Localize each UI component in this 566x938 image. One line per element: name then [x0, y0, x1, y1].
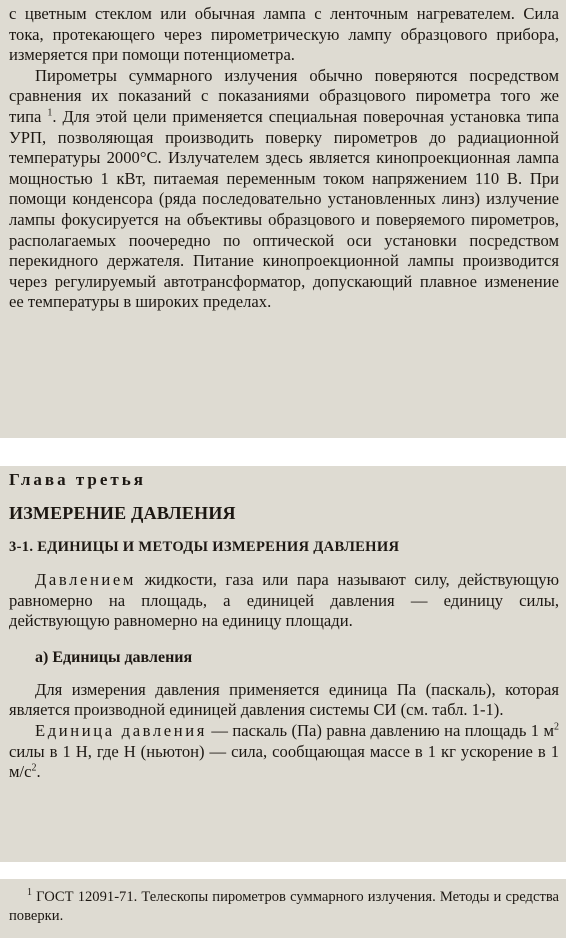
paragraph-total-radiation-pyrometers — [9, 66, 559, 313]
footnote-block — [0, 879, 566, 938]
footnote-text: ГОСТ 12091-71. Телескопы пирометров суммарного излучения. Методы и средства поверки. — [9, 889, 559, 924]
superscript-square: 2 — [554, 721, 559, 733]
chapter-title: ИЗМЕРЕНИЕ ДАВЛЕНИЯ — [9, 503, 236, 523]
subsection-title: а) Единицы давления — [35, 648, 193, 666]
para1-rest: жидкости, газа или пара называют силу, действующую равномерно на площадь, а единицей давления — единицу силы, действующую равномерно на единицу площади. — [9, 570, 559, 631]
term-pressure: Давлением — [35, 570, 136, 589]
para3-part-a: — паскаль (Па) равна давлению на площадь 1 м — [206, 720, 554, 740]
footnote-ref-marker: 1 — [47, 107, 53, 119]
superscript-square-2: 2 — [31, 762, 37, 774]
chapter-content — [9, 470, 559, 783]
top-paragraphs — [9, 4, 559, 313]
footnote — [9, 888, 559, 926]
para3-part-b: силы в 1 Н, где Н (ньютон) — сила, сообщающая массе в 1 кг ускорение в 1 м/с — [9, 741, 559, 782]
paragraph-pascal-definition — [9, 721, 559, 783]
paragraph-lamp-current: с цветным стеклом или обычная лампа с ленточным нагревателем. Сила тока, протекающего через пирометрическую лампу образцового прибора, измеряется при помощи потенциометра. — [9, 4, 559, 65]
footnote-marker: 1 — [27, 887, 32, 899]
term-pressure-unit: Единица давления — [35, 720, 207, 740]
para2-text-before: Пирометры суммарного излучения обычно поверяются посредством сравнения их показаний с показаниями образцового пирометра того же типа — [9, 65, 559, 126]
top-text-block — [0, 0, 566, 438]
section-title: 3-1. ЕДИНИЦЫ И МЕТОДЫ ИЗМЕРЕНИЯ ДАВЛЕНИЯ — [9, 539, 400, 555]
paragraph-pascal-unit: Для измерения давления применяется единица Па (паскаль), которая является производной единицей давления системы СИ (см. табл. 1-1). — [9, 679, 559, 720]
para2-text-after: . Для этой цели применяется специальная поверочная установка типа УРП, позволяющая производить поверку пирометров до радиационной температуры 2000°С. Излучателем здесь является кинопроекционная лампа мощностью 1 кВт, питаемая переменным током напряжением 110 В. При помощи конденсора (ряда последовательно установленных линз) излучение лампы фокусируется на объективы образцового и поверяемого пирометров, располагаемых поочередно по оптической оси установки посредством перекидного держателя. Питание кинопроекционной лампы производится через регулируемый автотрансформатор, допускающий плавное изменение ее температуры в широких пределах. — [9, 106, 559, 312]
chapter-block — [0, 466, 566, 862]
footnote-content — [9, 888, 559, 926]
para3-part-c: . — [36, 762, 41, 782]
chapter-label: Глава третья — [9, 470, 146, 489]
paragraph-pressure-definition — [9, 570, 559, 632]
